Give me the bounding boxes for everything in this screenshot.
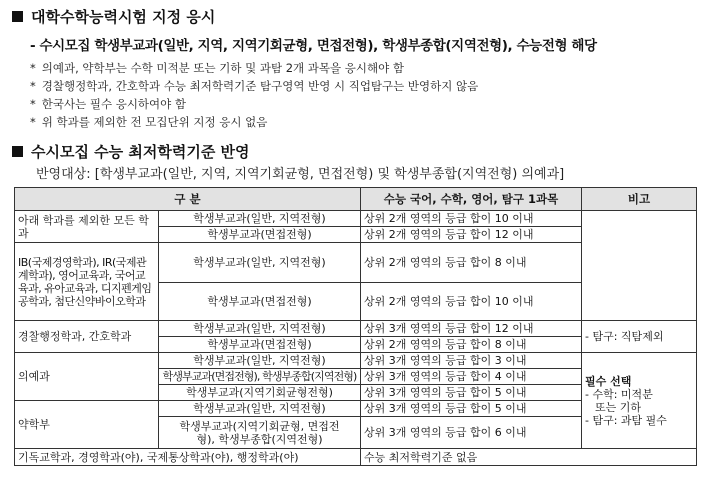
section2-title [12, 141, 250, 162]
admission-type: 학생부교과(일반, 지역전형) [159, 401, 361, 417]
admission-type: 학생부교과(면접전형) [159, 283, 361, 321]
square-bullet-icon [12, 11, 23, 22]
section1-title-text: 대학수학능력시험 지정 응시 [31, 8, 216, 26]
group-name: 의예과 [15, 353, 159, 401]
criteria-cell: 상위 3개 영역의 등급 합이 4 이내 [361, 369, 582, 385]
table-row [15, 321, 697, 337]
criteria-cell: 상위 3개 영역의 등급 합이 6 이내 [361, 417, 582, 449]
criteria-cell: 상위 2개 영역의 등급 합이 8 이내 [361, 337, 582, 353]
group-name: 아래 학과를 제외한 모든 학과 [15, 211, 159, 243]
admission-type: 학생부교과(일반, 지역전형) [159, 211, 361, 227]
admission-type: 학생부교과(면접전형), 학생부종합(지역전형) [159, 369, 361, 385]
remarks-cell: - 탐구: 직탐제외 [582, 321, 697, 353]
remarks-science: - 탐구: 과탐 필수 [585, 413, 667, 427]
criteria-cell: 수능 최저학력기준 없음 [361, 449, 697, 466]
criteria-cell: 상위 3개 영역의 등급 합이 12 이내 [361, 321, 582, 337]
criteria-cell: 상위 2개 영역의 등급 합이 10 이내 [361, 211, 582, 227]
group-name: IB(국제경영학과), IR(국제관계학과), 영어교육과, 국어교육과, 유아교육과, 디지펜게임공학과, 첨단신약바이오학과 [15, 243, 159, 321]
section1-title [12, 6, 215, 27]
admission-type: 학생부교과(일반, 지역전형) [159, 321, 361, 337]
admission-type: 학생부교과(지역기회균형전형) [159, 385, 361, 401]
asterisk-icon: * [30, 97, 36, 111]
note-item [30, 114, 267, 130]
header-division: 구 분 [15, 188, 361, 211]
header-criteria: 수능 국어, 수학, 영어, 탐구 1과목 [361, 188, 582, 211]
criteria-cell: 상위 3개 영역의 등급 합이 3 이내 [361, 353, 582, 369]
section2-title-text: 수시모집 수능 최저학력기준 반영 [31, 143, 250, 161]
criteria-cell: 상위 2개 영역의 등급 합이 8 이내 [361, 243, 582, 283]
group-name: 약학부 [15, 401, 159, 449]
table-row [15, 353, 697, 369]
admission-type: 학생부교과(면접전형) [159, 227, 361, 243]
admission-type: 학생부교과(면접전형) [159, 337, 361, 353]
criteria-cell: 상위 2개 영역의 등급 합이 12 이내 [361, 227, 582, 243]
note-text: 경찰행정학과, 간호학과 수능 최저학력기준 탐구영역 반영 시 직업탐구는 반영하지 않음 [41, 79, 479, 93]
criteria-cell: 상위 2개 영역의 등급 합이 10 이내 [361, 283, 582, 321]
admission-type: 학생부교과(일반, 지역전형) [159, 353, 361, 369]
asterisk-icon: * [30, 115, 36, 129]
group-name: 기독교학과, 경영학과(야), 국제통상학과(야), 행정학과(야) [15, 449, 361, 466]
note-text: 한국사는 필수 응시하여야 함 [41, 97, 187, 111]
remarks-required-title: 필수 선택 [585, 374, 632, 388]
note-item [30, 96, 186, 112]
note-item [30, 60, 404, 76]
criteria-cell: 상위 3개 영역의 등급 합이 5 이내 [361, 401, 582, 417]
square-bullet-icon [12, 146, 23, 157]
table-row [15, 211, 697, 227]
section1-subtitle: - 수시모집 학생부교과(일반, 지역, 지역기회균형, 면접전형), 학생부종합(지역전형), 수능전형 해당 [30, 38, 597, 54]
remarks-math-alt: 또는 기하 [595, 400, 642, 414]
note-text: 위 학과를 제외한 전 모집단위 지정 응시 없음 [41, 115, 268, 129]
header-remarks: 비고 [582, 188, 697, 211]
remarks-math: - 수학: 미적분 [585, 387, 653, 401]
target-label: 반영대상: [학생부교과(일반, 지역, 지역기회균형, 면접전형) 및 학생부종합(지역전형) 의예과] [36, 167, 565, 182]
note-text: 의예과, 약학부는 수학 미적분 또는 기하 및 과탐 2개 과목을 응시해야 함 [41, 61, 404, 75]
admission-type: 학생부교과(일반, 지역전형) [159, 243, 361, 283]
group-name: 경찰행정학과, 간호학과 [15, 321, 159, 353]
table-row [15, 449, 697, 466]
admission-type: 학생부교과(지역기회균형, 면접전형), 학생부종합(지역전형) [159, 417, 361, 449]
asterisk-icon: * [30, 61, 36, 75]
criteria-cell: 상위 3개 영역의 등급 합이 5 이내 [361, 385, 582, 401]
asterisk-icon: * [30, 79, 36, 93]
note-item [30, 78, 478, 94]
remarks-cell [582, 211, 697, 321]
minimum-requirements-table [14, 187, 697, 466]
table-header-row [15, 188, 697, 211]
remarks-cell [582, 353, 697, 449]
